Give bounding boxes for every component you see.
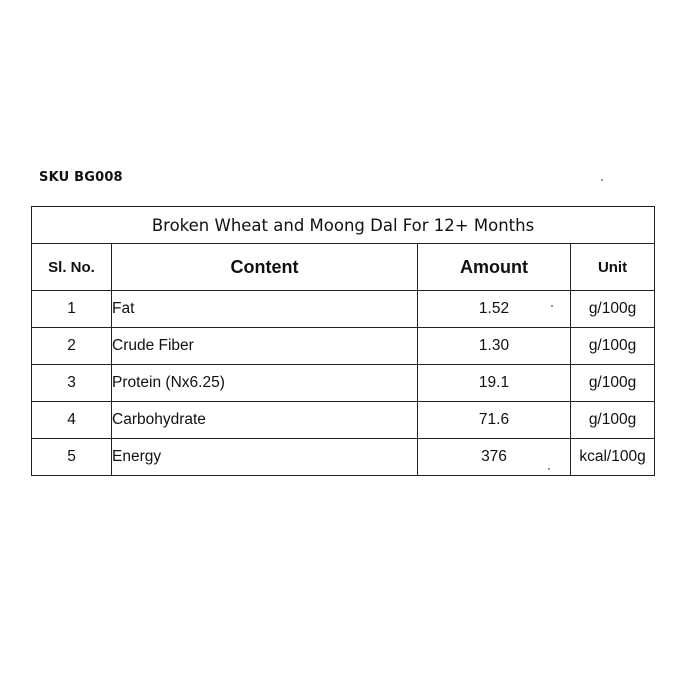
- row-sl-no: 1: [32, 291, 112, 328]
- row-unit: g/100g: [571, 328, 655, 365]
- table-row: [32, 328, 655, 365]
- row-content: Fat: [112, 291, 418, 328]
- row-amount: 1.30: [418, 328, 571, 365]
- table-row: [32, 365, 655, 402]
- header-amount: Amount: [418, 244, 571, 291]
- scan-speck: [601, 179, 603, 181]
- row-amount: 1.52: [418, 291, 571, 328]
- row-content: Energy: [112, 439, 418, 476]
- table-title: Broken Wheat and Moong Dal For 12+ Months: [32, 207, 655, 244]
- row-unit: g/100g: [571, 365, 655, 402]
- nutrition-table: [31, 206, 655, 476]
- table-row: [32, 402, 655, 439]
- row-content: Carbohydrate: [112, 402, 418, 439]
- table-row: [32, 291, 655, 328]
- header-unit: Unit: [571, 244, 655, 291]
- row-content: Protein (Nx6.25): [112, 365, 418, 402]
- table-title-row: [32, 207, 655, 244]
- row-amount: 71.6: [418, 402, 571, 439]
- row-unit: g/100g: [571, 402, 655, 439]
- header-content: Content: [112, 244, 418, 291]
- table-row: [32, 439, 655, 476]
- row-amount: 19.1: [418, 365, 571, 402]
- row-sl-no: 5: [32, 439, 112, 476]
- row-amount: 376: [418, 439, 571, 476]
- row-sl-no: 2: [32, 328, 112, 365]
- row-sl-no: 4: [32, 402, 112, 439]
- row-content: Crude Fiber: [112, 328, 418, 365]
- row-unit: g/100g: [571, 291, 655, 328]
- row-unit: kcal/100g: [571, 439, 655, 476]
- sku-label: SKU BG008: [39, 170, 123, 185]
- header-sl-no: Sl. No.: [32, 244, 112, 291]
- table-header-row: [32, 244, 655, 291]
- row-sl-no: 3: [32, 365, 112, 402]
